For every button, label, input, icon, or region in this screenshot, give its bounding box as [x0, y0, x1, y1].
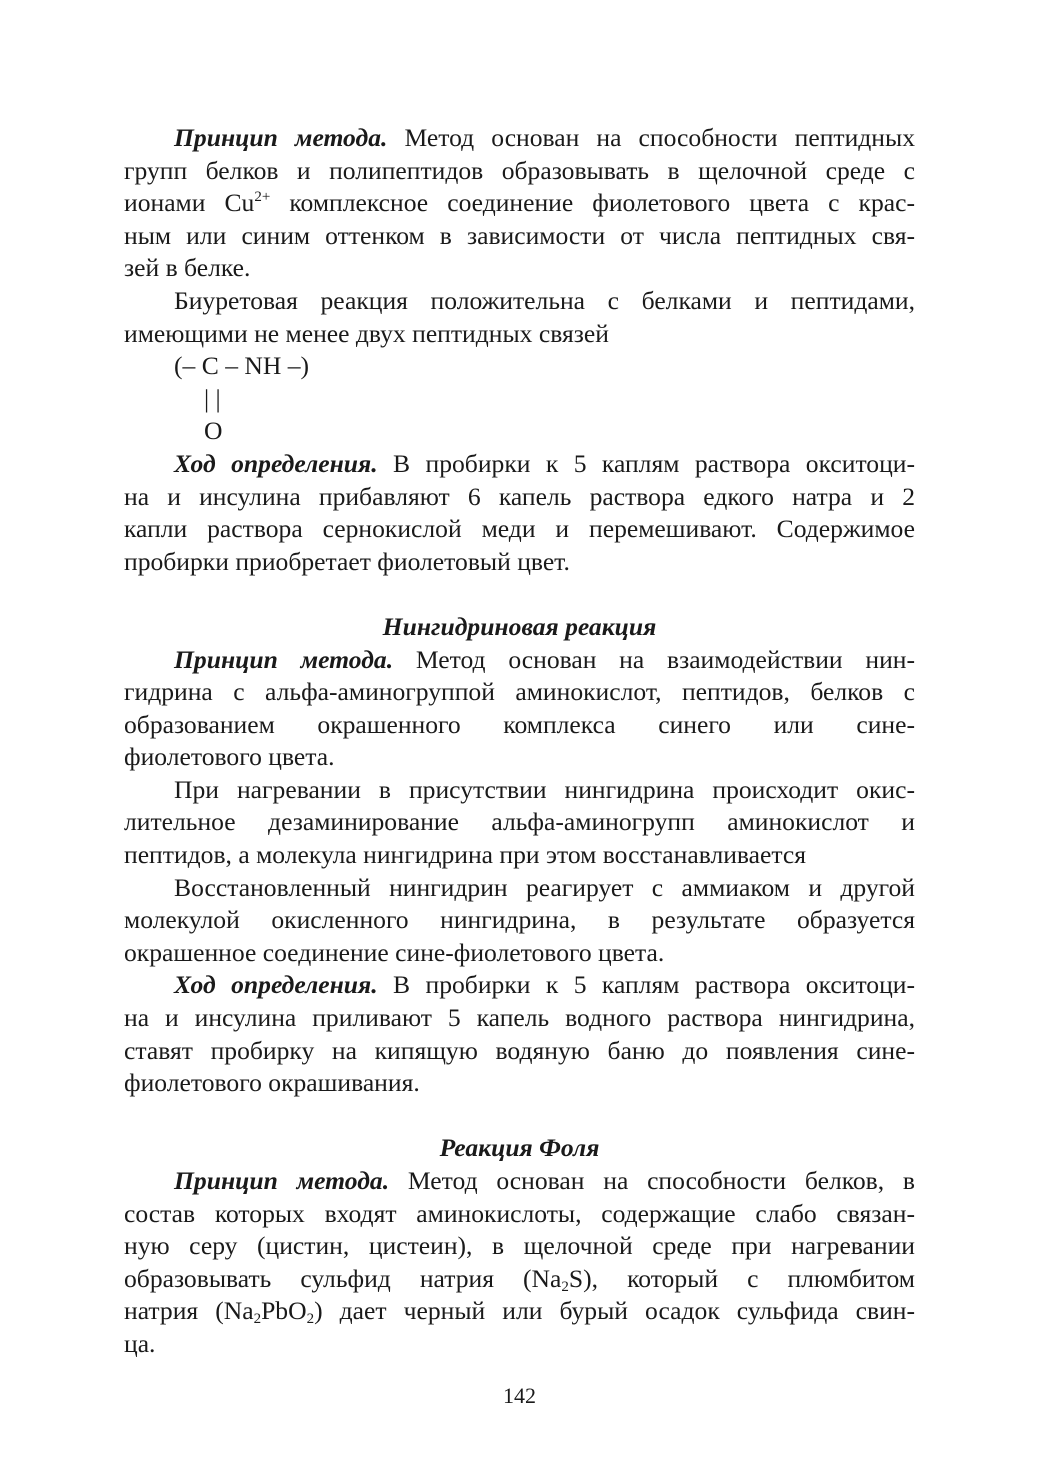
text-line: окрашенное соединение сине-фиолетового цвета.	[124, 937, 665, 967]
subscript: 2	[253, 1311, 262, 1328]
paragraph-ninhydrin-principle	[124, 644, 915, 774]
paragraph-ninhydrin-heating	[124, 774, 915, 872]
text-line: гидрина с альфа-аминогруппой аминокислот, пептидов, белков с	[124, 677, 915, 707]
subscript: 2	[561, 1278, 569, 1295]
paragraph-ninhydrin-reduced	[124, 872, 915, 970]
page-number: 142	[503, 1383, 536, 1408]
text-line: пептидов, а молекула нингидрина при этом восстанавливается	[124, 840, 807, 870]
text-line: образованием окрашенного комплекса синего или сине-	[124, 709, 915, 739]
section-heading-fol: Реакция Фоля	[439, 1133, 600, 1163]
subscript: 2	[306, 1311, 315, 1328]
formula-double-bond: | |	[204, 383, 221, 413]
section-heading-ninhydrin: Нингидриновая реакция	[382, 611, 657, 641]
text-line: пробирки приобретает фиолетовый цвет.	[124, 546, 570, 576]
text-line: ным или синим оттенком в зависимости от числа пептидных свя-	[124, 220, 915, 250]
paragraph-lead: Принцип метода.	[174, 644, 394, 674]
text-line: зей в белке.	[124, 253, 251, 283]
paragraph-lead: Принцип метода.	[174, 1166, 390, 1195]
formula-oxygen: O	[204, 416, 223, 446]
text-line: капли раствора сернокислой меди и перемешивают. Содержимое	[124, 514, 915, 544]
text-line: Восстановленный нингидрин реагирует с аммиаком и другой	[174, 872, 915, 902]
text-line: фиолетового окрашивания.	[124, 1068, 420, 1098]
paragraph-lead: Ход определения.	[174, 970, 378, 1000]
page-body	[124, 122, 915, 1361]
text-line: молекулой окисленного нингидрина, в результате образуется	[124, 905, 915, 935]
text-line: При нагревании в присутствии нингидрина происходит окис-	[174, 774, 915, 804]
text-line: Ход определения. В пробирки к 5 каплям раствора окситоци-	[174, 448, 916, 478]
section-gap	[124, 578, 915, 611]
text-line: образовывать сульфид натрия $(Na_2S)$, который с плюмбитом	[124, 1263, 915, 1295]
paragraph-biuret-principle	[124, 122, 915, 285]
text-line: на и инсулина прибавляют 6 капель раствора едкого натра и 2	[124, 481, 915, 511]
formula-chain: (– C – NH –)	[174, 351, 310, 381]
text-line: натрия $(Na_2PbO_2)$ дает черный или бурый осадок сульфида свин-	[124, 1296, 915, 1328]
section-gap	[124, 1100, 915, 1133]
text-line: фиолетового цвета.	[124, 742, 335, 772]
text-line: Принцип метода. Метод основан на взаимодействии нин-	[174, 644, 915, 674]
peptide-bond-formula	[124, 350, 915, 448]
text-line: на и инсулина приливают 5 капель водного раствора нингидрина,	[124, 1003, 915, 1033]
text-line: групп белков и полипептидов образовывать в щелочной среде с	[124, 155, 915, 185]
text-line: лительное дезаминирование альфа-аминогрупп аминокислот и	[124, 807, 915, 837]
text-line: ца.	[124, 1328, 156, 1358]
text-line: Биуретовая реакция положительна с белками и пептидами,	[174, 285, 915, 315]
text-line: состав которых входят аминокислоты, содержащие слабо связан-	[124, 1198, 915, 1228]
text-line: Ход определения. В пробирки к 5 каплям раствора окситоци-	[174, 970, 916, 1000]
superscript: 2+	[254, 189, 271, 206]
text-line: Принцип метода. Метод основан на способности белков, в	[174, 1166, 915, 1195]
paragraph-biuret-positive	[124, 285, 915, 350]
paragraph-biuret-procedure	[124, 448, 915, 578]
text-line: имеющими не менее двух пептидных связей	[124, 318, 609, 348]
paragraph-lead: Ход определения.	[174, 448, 378, 478]
text-line: Принцип метода. Метод основан на способности пептидных	[174, 123, 915, 152]
paragraph-ninhydrin-procedure	[124, 969, 915, 1099]
text-line: ионами $Cu^{2+}$ комплексное соединение фиолетового цвета с крас-	[124, 188, 915, 218]
text-line: ставят пробирку на кипящую водяную баню до появления сине-	[124, 1035, 915, 1065]
paragraph-fol-principle	[124, 1165, 915, 1361]
paragraph-lead: Принцип метода.	[174, 123, 388, 152]
text-line: ную серу (цистин, цистеин), в щелочной среде при нагревании	[124, 1231, 915, 1261]
